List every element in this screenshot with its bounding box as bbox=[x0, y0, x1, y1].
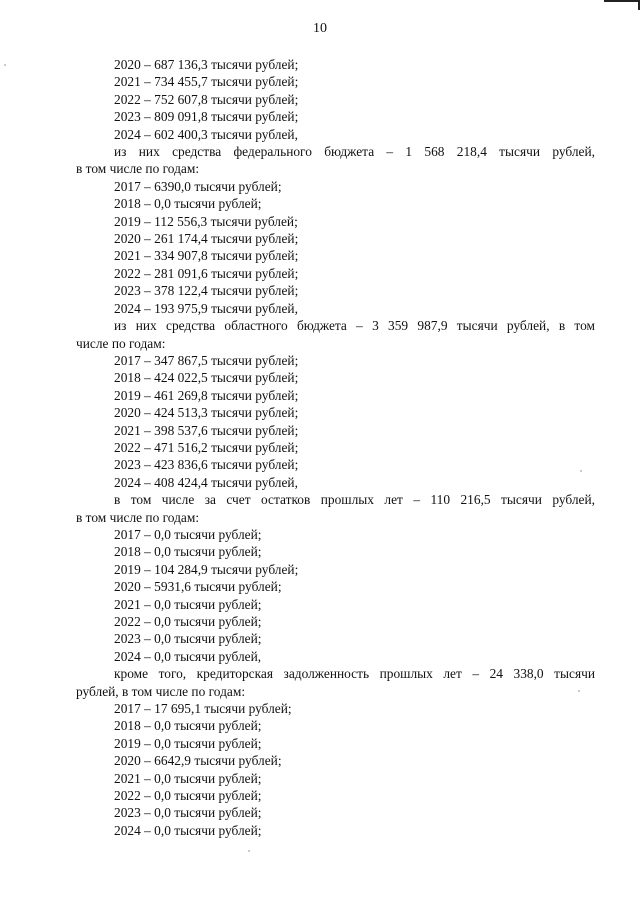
paragraph-line: в том числе по годам: bbox=[76, 509, 200, 525]
year-amount-line: 2017 – 17 695,1 тысячи рублей; bbox=[114, 701, 292, 717]
year-amount-line: 2017 – 6390,0 тысячи рублей; bbox=[114, 178, 282, 194]
year-amount-line: 2024 – 0,0 тысячи рублей, bbox=[114, 648, 262, 664]
scan-speck bbox=[248, 850, 250, 852]
paragraph-line: рублей, в том числе по годам: bbox=[76, 683, 246, 699]
year-amount-line: 2023 – 0,0 тысячи рублей; bbox=[114, 631, 262, 647]
year-amount-line: 2017 – 0,0 тысячи рублей; bbox=[114, 526, 262, 542]
scan-corner-mark bbox=[604, 0, 640, 10]
scan-speck bbox=[578, 690, 580, 692]
paragraph-line: кроме того, кредиторская задолженность прошлых лет – 24 338,0 тысячи bbox=[114, 666, 595, 682]
year-amount-line: 2023 – 0,0 тысячи рублей; bbox=[114, 805, 262, 821]
year-amount-line: 2021 – 734 455,7 тысячи рублей; bbox=[114, 74, 299, 90]
year-amount-line: 2018 – 0,0 тысячи рублей; bbox=[114, 544, 262, 560]
year-amount-line: 2017 – 347 867,5 тысячи рублей; bbox=[114, 352, 299, 368]
year-amount-line: 2019 – 104 284,9 тысячи рублей; bbox=[114, 561, 299, 577]
year-amount-line: 2020 – 687 136,3 тысячи рублей; bbox=[114, 57, 299, 72]
paragraph-line: в том числе по годам: bbox=[76, 161, 200, 177]
year-amount-line: 2021 – 0,0 тысячи рублей; bbox=[114, 596, 262, 612]
year-amount-line: 2021 – 334 907,8 тысячи рублей; bbox=[114, 248, 299, 264]
year-amount-line: 2022 – 0,0 тысячи рублей; bbox=[114, 788, 262, 804]
page-number: 10 bbox=[313, 21, 327, 36]
document-body bbox=[76, 56, 595, 839]
paragraph-line: из них средства областного бюджета – 3 359 987,9 тысячи рублей, в том bbox=[114, 318, 595, 334]
year-amount-line: 2020 – 261 174,4 тысячи рублей; bbox=[114, 231, 299, 247]
year-amount-line: 2018 – 424 022,5 тысячи рублей; bbox=[114, 370, 299, 386]
year-amount-line: 2023 – 809 091,8 тысячи рублей; bbox=[114, 109, 299, 125]
year-amount-line: 2020 – 424 513,3 тысячи рублей; bbox=[114, 405, 299, 421]
year-amount-line: 2020 – 6642,9 тысячи рублей; bbox=[114, 753, 282, 769]
year-amount-line: 2019 – 461 269,8 тысячи рублей; bbox=[114, 387, 299, 403]
paragraph-line: числе по годам: bbox=[76, 335, 166, 351]
year-amount-line: 2022 – 281 091,6 тысячи рублей; bbox=[114, 265, 299, 281]
paragraph-line: в том числе за счет остатков прошлых лет – 110 216,5 тысячи рублей, bbox=[114, 492, 595, 508]
year-amount-line: 2022 – 0,0 тысячи рублей; bbox=[114, 614, 262, 629]
year-amount-line: 2020 – 5931,6 тысячи рублей; bbox=[114, 579, 282, 595]
year-amount-line: 2022 – 471 516,2 тысячи рублей; bbox=[114, 439, 299, 455]
year-amount-line: 2022 – 752 607,8 тысячи рублей; bbox=[114, 91, 299, 107]
year-amount-line: 2023 – 423 836,6 тысячи рублей; bbox=[114, 457, 299, 473]
year-amount-line: 2021 – 398 537,6 тысячи рублей; bbox=[114, 422, 299, 438]
year-amount-line: 2024 – 193 975,9 тысячи рублей, bbox=[114, 300, 298, 316]
year-amount-line: 2024 – 408 424,4 тысячи рублей, bbox=[114, 474, 298, 490]
year-amount-line: 2023 – 378 122,4 тысячи рублей; bbox=[114, 283, 299, 299]
year-amount-line: 2021 – 0,0 тысячи рублей; bbox=[114, 770, 262, 786]
year-amount-line: 2019 – 0,0 тысячи рублей; bbox=[114, 735, 262, 751]
year-amount-line: 2018 – 0,0 тысячи рублей; bbox=[114, 718, 262, 734]
year-amount-line: 2018 – 0,0 тысячи рублей; bbox=[114, 196, 262, 212]
scan-speck bbox=[4, 64, 6, 66]
scan-speck bbox=[580, 470, 582, 472]
paragraph-line: из них средства федерального бюджета – 1 568 218,4 тысячи рублей, bbox=[114, 144, 595, 160]
year-amount-line: 2024 – 602 400,3 тысячи рублей, bbox=[114, 126, 298, 142]
year-amount-line: 2019 – 112 556,3 тысячи рублей; bbox=[114, 213, 298, 229]
year-amount-line: 2024 – 0,0 тысячи рублей; bbox=[114, 822, 262, 838]
